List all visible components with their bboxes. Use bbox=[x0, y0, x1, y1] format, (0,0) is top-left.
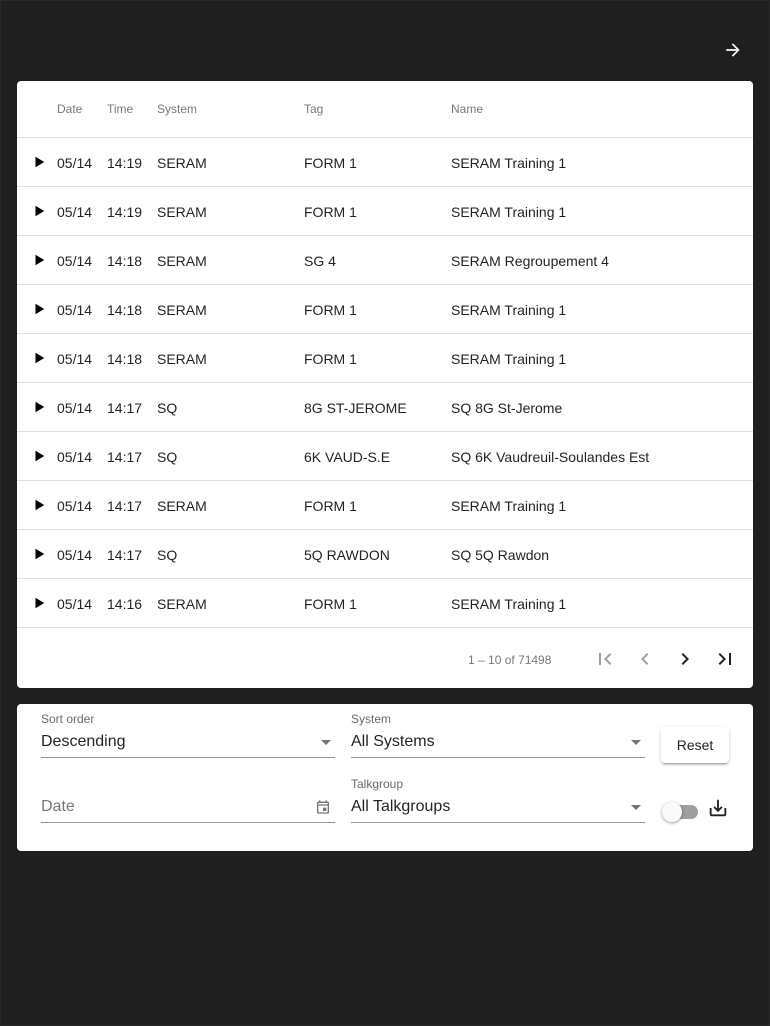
cell-tag: FORM 1 bbox=[304, 155, 357, 171]
cell-date: 05/14 bbox=[57, 204, 93, 220]
cell-tag: FORM 1 bbox=[304, 302, 357, 318]
calls-table-card bbox=[17, 81, 753, 688]
cell-name: SERAM Training 1 bbox=[451, 155, 567, 171]
play-icon[interactable] bbox=[31, 595, 47, 611]
cell-time: 14:16 bbox=[107, 596, 143, 612]
cell-date: 05/14 bbox=[57, 155, 93, 171]
cell-time: 14:18 bbox=[107, 351, 143, 367]
dropdown-caret-icon bbox=[321, 740, 331, 745]
dropdown-caret-icon bbox=[631, 740, 641, 745]
cell-date: 05/14 bbox=[57, 400, 93, 416]
cell-time: 14:17 bbox=[107, 547, 143, 563]
header-name[interactable]: Name bbox=[451, 102, 484, 116]
dropdown-caret-icon bbox=[631, 805, 641, 810]
page-range-label: 1 – 10 of 71498 bbox=[468, 653, 552, 667]
play-icon[interactable] bbox=[31, 154, 47, 170]
header-date[interactable]: Date bbox=[57, 102, 83, 116]
cell-time: 14:19 bbox=[107, 155, 143, 171]
chevron-left-icon[interactable] bbox=[633, 647, 657, 671]
table-row[interactable] bbox=[17, 138, 753, 187]
cell-name: SERAM Training 1 bbox=[451, 302, 567, 318]
live-toggle[interactable] bbox=[662, 801, 698, 821]
cell-tag: FORM 1 bbox=[304, 596, 357, 612]
header-tag[interactable]: Tag bbox=[304, 102, 324, 116]
sort-order-underline bbox=[41, 757, 335, 758]
cell-tag: FORM 1 bbox=[304, 498, 357, 514]
cell-time: 14:17 bbox=[107, 449, 143, 465]
cell-date: 05/14 bbox=[57, 253, 93, 269]
cell-name: SERAM Training 1 bbox=[451, 596, 567, 612]
sort-order-label: Sort order bbox=[41, 712, 95, 726]
first-page-icon[interactable] bbox=[593, 647, 617, 671]
cell-date: 05/14 bbox=[57, 547, 93, 563]
play-icon[interactable] bbox=[31, 350, 47, 366]
talkgroup-select[interactable] bbox=[351, 777, 645, 823]
chevron-right-icon[interactable] bbox=[673, 647, 697, 671]
cell-system: SERAM bbox=[157, 498, 207, 514]
cell-name: SERAM Training 1 bbox=[451, 204, 567, 220]
cell-name: SERAM Training 1 bbox=[451, 498, 567, 514]
table-body bbox=[17, 138, 753, 628]
cell-tag: SG 4 bbox=[304, 253, 336, 269]
play-icon[interactable] bbox=[31, 301, 47, 317]
cell-system: SERAM bbox=[157, 302, 207, 318]
cell-name: SQ 6K Vaudreuil-Soulandes Est bbox=[451, 449, 650, 465]
system-select[interactable] bbox=[351, 712, 645, 758]
table-row[interactable] bbox=[17, 334, 753, 383]
play-icon[interactable] bbox=[31, 546, 47, 562]
sort-order-select[interactable] bbox=[41, 712, 335, 758]
table-row[interactable] bbox=[17, 236, 753, 285]
cell-date: 05/14 bbox=[57, 498, 93, 514]
cell-system: SERAM bbox=[157, 351, 207, 367]
cell-tag: 5Q RAWDON bbox=[304, 547, 390, 563]
date-field[interactable] bbox=[41, 777, 335, 823]
cell-system: SQ bbox=[157, 547, 178, 563]
cell-system: SERAM bbox=[157, 204, 207, 220]
cell-system: SERAM bbox=[157, 155, 207, 171]
filter-controls-card bbox=[17, 704, 753, 851]
cell-date: 05/14 bbox=[57, 302, 93, 318]
play-icon[interactable] bbox=[31, 252, 47, 268]
cell-time: 14:18 bbox=[107, 253, 143, 269]
download-icon[interactable] bbox=[706, 796, 730, 820]
date-underline bbox=[41, 822, 335, 823]
header-system[interactable]: System bbox=[157, 102, 198, 116]
date-placeholder: Date bbox=[41, 798, 75, 815]
cell-tag: 8G ST-JEROME bbox=[304, 400, 407, 416]
toggle-thumb bbox=[662, 802, 682, 822]
arrow-right-icon[interactable] bbox=[719, 36, 747, 64]
cell-time: 14:19 bbox=[107, 204, 143, 220]
table-row[interactable] bbox=[17, 285, 753, 334]
cell-system: SERAM bbox=[157, 253, 207, 269]
system-value: All Systems bbox=[351, 733, 435, 750]
table-row[interactable] bbox=[17, 530, 753, 579]
last-page-icon[interactable] bbox=[713, 647, 737, 671]
cell-name: SQ 5Q Rawdon bbox=[451, 547, 550, 563]
cell-time: 14:18 bbox=[107, 302, 143, 318]
cell-system: SERAM bbox=[157, 596, 207, 612]
cell-tag: FORM 1 bbox=[304, 204, 357, 220]
talkgroup-label: Talkgroup bbox=[351, 777, 404, 791]
table-header bbox=[17, 81, 753, 138]
cell-system: SQ bbox=[157, 400, 178, 416]
system-underline bbox=[351, 757, 645, 758]
reset-button[interactable]: Reset bbox=[661, 727, 729, 763]
cell-tag: 6K VAUD-S.E bbox=[304, 449, 391, 465]
play-icon[interactable] bbox=[31, 497, 47, 513]
cell-date: 05/14 bbox=[57, 449, 93, 465]
table-row[interactable] bbox=[17, 187, 753, 236]
cell-date: 05/14 bbox=[57, 596, 93, 612]
cell-name: SERAM Training 1 bbox=[451, 351, 567, 367]
cell-time: 14:17 bbox=[107, 498, 143, 514]
cell-date: 05/14 bbox=[57, 351, 93, 367]
system-label: System bbox=[351, 712, 392, 726]
talkgroup-underline bbox=[351, 822, 645, 823]
table-row[interactable] bbox=[17, 432, 753, 481]
header-time[interactable]: Time bbox=[107, 102, 134, 116]
play-icon[interactable] bbox=[31, 203, 47, 219]
table-row[interactable] bbox=[17, 481, 753, 530]
cell-system: SQ bbox=[157, 449, 178, 465]
paginator bbox=[17, 628, 753, 688]
talkgroup-value: All Talkgroups bbox=[351, 798, 451, 815]
sort-order-value: Descending bbox=[41, 733, 126, 750]
calendar-icon[interactable] bbox=[315, 799, 331, 815]
cell-time: 14:17 bbox=[107, 400, 143, 416]
play-icon[interactable] bbox=[31, 399, 47, 415]
table-row[interactable] bbox=[17, 579, 753, 628]
cell-name: SQ 8G St-Jerome bbox=[451, 400, 563, 416]
play-icon[interactable] bbox=[31, 448, 47, 464]
cell-name: SERAM Regroupement 4 bbox=[451, 253, 609, 269]
cell-tag: FORM 1 bbox=[304, 351, 357, 367]
table-row[interactable] bbox=[17, 383, 753, 432]
